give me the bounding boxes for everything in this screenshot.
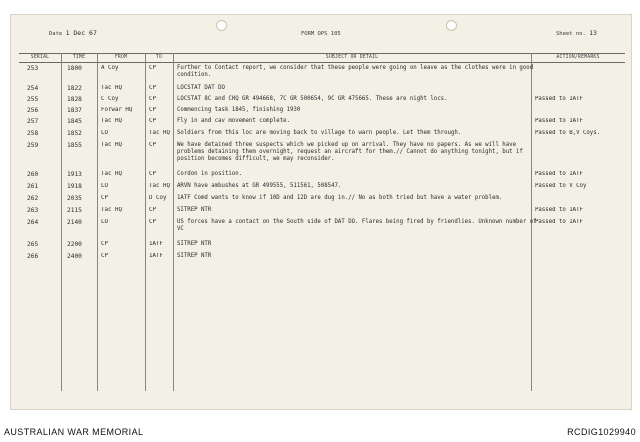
from-cell: Tac HQ: [101, 171, 122, 177]
subject-cell: Cordon in position.: [177, 171, 243, 177]
subject-cell: LOCSTAT DAT DO: [177, 85, 225, 91]
action-cell: Passed to V Coy: [535, 183, 587, 189]
serial-cell: 258: [27, 130, 39, 137]
subject-cell: 1ATF Comd wants to know if 10D and 12D are dug in.// No as both tried but have a water problem.: [177, 195, 503, 201]
time-cell: 1845: [67, 118, 82, 125]
serial-cell: 261: [27, 183, 39, 190]
from-cell: CP: [101, 241, 108, 247]
to-cell: CP: [149, 219, 156, 225]
from-cell: Tac HQ: [101, 142, 122, 148]
time-cell: 1800: [67, 65, 82, 72]
serial-cell: 262: [27, 195, 39, 202]
column-divider: [145, 53, 146, 391]
archive-credit: AUSTRALIAN WAR MEMORIAL: [4, 427, 144, 437]
serial-cell: 255: [27, 96, 39, 103]
sheet-value: 13: [589, 29, 597, 37]
subject-cell: SITREP NTR: [177, 241, 212, 247]
subject-cell: US forces have a contact on the South side of DAT DO. Flares being fired by friendlies. Unknown number of VC: [177, 219, 537, 233]
to-cell: CP: [149, 85, 156, 91]
subject-cell: SITREP NTR: [177, 253, 212, 259]
from-cell: Tac HQ: [101, 207, 122, 213]
to-cell: CP: [149, 207, 156, 213]
serial-cell: 260: [27, 171, 39, 178]
subject-cell: SITREP NTR: [177, 207, 212, 213]
to-cell: CP: [149, 65, 156, 71]
from-cell: C Coy: [101, 96, 119, 102]
from-cell: LO: [101, 219, 108, 225]
subject-cell: Soldiers from this loc are moving back to village to warn people. Let them through.: [177, 130, 462, 136]
to-cell: 1ATF: [149, 241, 163, 247]
action-cell: Passed to 1ATF: [535, 171, 583, 177]
action-cell: Passed to 1ATF: [535, 219, 583, 225]
serial-cell: 265: [27, 241, 39, 248]
serial-cell: 254: [27, 85, 39, 92]
subject-cell: Further to Contact report, we consider that these people were going on leave as the clothes were in good condition.: [177, 65, 534, 79]
serial-cell: 259: [27, 142, 39, 149]
action-cell: Passed to B,V Coys.: [535, 130, 601, 136]
time-cell: 1837: [67, 107, 82, 114]
from-cell: A Coy: [101, 65, 119, 71]
col-header-to: TO: [155, 55, 163, 60]
col-header-from: FROM: [114, 55, 128, 60]
time-cell: 2400: [67, 253, 82, 260]
date-value: 1 Dec 67: [65, 29, 97, 37]
to-cell: CP: [149, 142, 156, 148]
subject-cell: LOCSTAT 8C and CHQ GR 494668, 7C GR 500654, 9C GR 475665. These are night locs.: [177, 96, 448, 102]
serial-cell: 266: [27, 253, 39, 260]
from-cell: CP: [101, 253, 108, 259]
from-cell: Tac HQ: [101, 85, 122, 91]
sheet-number-field: [556, 29, 597, 37]
serial-cell: 253: [27, 65, 39, 72]
date-label: Date: [49, 31, 63, 37]
from-cell: Forwar HQ: [101, 107, 133, 113]
time-cell: 1918: [67, 183, 82, 190]
time-cell: 1822: [67, 85, 82, 92]
col-header-serial: SERIAL: [30, 55, 50, 60]
action-cell: Passed to 1ATF: [535, 96, 583, 102]
punch-hole: [446, 20, 457, 31]
from-cell: Tac HQ: [101, 118, 122, 124]
time-cell: 1828: [67, 96, 82, 103]
column-divider: [97, 53, 98, 391]
header-bottom-rule: [19, 62, 625, 63]
col-header-action: ACTION/REMARKS: [556, 55, 600, 60]
form-ref: FORM OPS 105: [301, 31, 341, 37]
serial-cell: 264: [27, 219, 39, 226]
to-cell: CP: [149, 118, 156, 124]
serial-cell: 256: [27, 107, 39, 114]
to-cell: CP: [149, 107, 156, 113]
action-cell: Passed to 1ATF: [535, 118, 583, 124]
to-cell: Tac HQ: [149, 183, 170, 189]
date-field: [49, 29, 97, 37]
action-cell: Passed to 1ATF: [535, 207, 583, 213]
time-cell: 1852: [67, 130, 82, 137]
col-header-subject: SUBJECT OR DETAIL: [325, 55, 379, 60]
time-cell: 2035: [67, 195, 82, 202]
to-cell: D Coy: [149, 195, 167, 201]
archive-reference: RCDIG1029940: [567, 427, 636, 437]
time-cell: 1855: [67, 142, 82, 149]
column-divider: [61, 53, 62, 391]
subject-cell: We have detained three suspects which we picked up on arrival. They have no papers. As we will have problems detaining them overnight, request an aircraft for them.// Cannot do anything tonight, but if position becomes difficult, we may reconsider.: [177, 142, 523, 163]
col-header-time: TIME: [72, 55, 86, 60]
from-cell: LO: [101, 130, 108, 136]
serial-cell: 257: [27, 118, 39, 125]
log-sheet: [10, 14, 632, 410]
from-cell: LO: [101, 183, 108, 189]
serial-cell: 263: [27, 207, 39, 214]
to-cell: CP: [149, 96, 156, 102]
subject-cell: Fly in and cav movement complete.: [177, 118, 290, 124]
time-cell: 2140: [67, 219, 82, 226]
time-cell: 2115: [67, 207, 82, 214]
time-cell: 1913: [67, 171, 82, 178]
time-cell: 2200: [67, 241, 82, 248]
subject-cell: Commencing task 1845, finishing 1930: [177, 107, 301, 113]
punch-hole: [216, 20, 227, 31]
from-cell: CP: [101, 195, 108, 201]
to-cell: 1ATF: [149, 253, 163, 259]
to-cell: Tac HQ: [149, 130, 170, 136]
subject-cell: ARVN have ambushes at GR 499555, 511561, 508547.: [177, 183, 342, 189]
to-cell: CP: [149, 171, 156, 177]
sheet-label: Sheet no.: [556, 31, 586, 37]
header-top-rule: [19, 53, 625, 54]
